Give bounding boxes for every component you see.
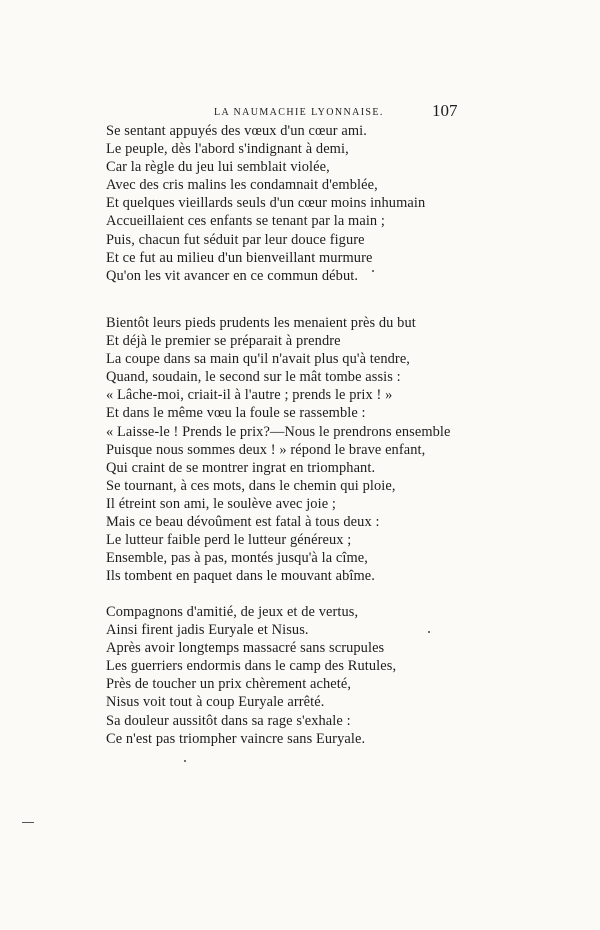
verse-line: Puis, chacun fut séduit par leur douce figure xyxy=(106,231,365,248)
verse-line: Ce n'est pas triompher vaincre sans Euryale. xyxy=(106,730,366,747)
verse-line: « Laisse-le ! Prends le prix?—Nous le prendrons ensemble xyxy=(106,423,451,440)
print-speck xyxy=(428,631,430,633)
verse-line: Ils tombent en paquet dans le mouvant abîme. xyxy=(106,568,375,585)
verse-line: Et déjà le premier se préparait à prendre xyxy=(106,333,341,350)
verse-line: Sa douleur aussitôt dans sa rage s'exhale : xyxy=(106,712,351,729)
verse-line: Avec des cris malins les condamnait d'emblée, xyxy=(106,177,378,194)
print-speck xyxy=(184,760,186,762)
verse-line: Près de toucher un prix chèrement acheté, xyxy=(106,676,352,693)
verse-line: Nisus voit tout à coup Euryale arrêté. xyxy=(106,694,325,711)
margin-mark xyxy=(22,822,34,823)
stanza-3 xyxy=(106,603,396,748)
verse-line: Et quelques vieillards seuls d'un cœur moins inhumain xyxy=(106,195,426,212)
verse-line: Qui craint de se montrer ingrat en triomphant. xyxy=(106,459,376,476)
verse-line: « Lâche-moi, criait-il à l'autre ; prends le prix ! » xyxy=(106,387,393,404)
verse-line: La coupe dans sa main qu'il n'avait plus qu'à tendre, xyxy=(106,351,411,368)
verse-line: Qu'on les vit avancer en ce commun début. xyxy=(106,267,359,284)
running-title: LA NAUMACHIE LYONNAISE. xyxy=(214,107,384,118)
verse-line: Se sentant appuyés des vœux d'un cœur ami. xyxy=(106,123,367,139)
verse-line: Et ce fut au milieu d'un bienveillant murmure xyxy=(106,249,373,266)
verse-line: Quand, soudain, le second sur le mât tombe assis : xyxy=(106,369,401,386)
verse-line: Après avoir longtemps massacré sans scrupules xyxy=(106,640,385,657)
page-header xyxy=(0,103,600,119)
page-number: 107 xyxy=(432,101,458,120)
verse-line: Puisque nous sommes deux ! » répond le brave enfant, xyxy=(106,441,426,458)
verse-line: Car la règle du jeu lui semblait violée, xyxy=(106,159,330,176)
stanza-1 xyxy=(106,122,425,285)
print-speck xyxy=(372,270,374,272)
verse-line: Se tournant, à ces mots, dans le chemin qui ploie, xyxy=(106,477,396,494)
verse-line: Le peuple, dès l'abord s'indignant à demi, xyxy=(106,141,349,158)
verse-line: Accueillaient ces enfants se tenant par la main ; xyxy=(106,213,386,230)
verse-line: Le lutteur faible perd le lutteur généreux ; xyxy=(106,532,352,549)
verse-line: Les guerriers endormis dans le camp des Rutules, xyxy=(106,658,397,675)
verse-line: Ainsi firent jadis Euryale et Nisus. xyxy=(106,622,309,639)
verse-line: Et dans le même vœu la foule se rassemble : xyxy=(106,405,366,422)
verse-line: Ensemble, pas à pas, montés jusqu'à la cîme, xyxy=(106,550,368,567)
verse-line: Bientôt leurs pieds prudents les menaient près du but xyxy=(106,315,416,331)
verse-line: Compagnons d'amitié, de jeux et de vertus, xyxy=(106,604,359,620)
verse-line: Il étreint son ami, le soulève avec joie ; xyxy=(106,495,336,512)
verse-line: Mais ce beau dévoûment est fatal à tous deux : xyxy=(106,514,380,531)
stanza-2 xyxy=(106,314,451,585)
